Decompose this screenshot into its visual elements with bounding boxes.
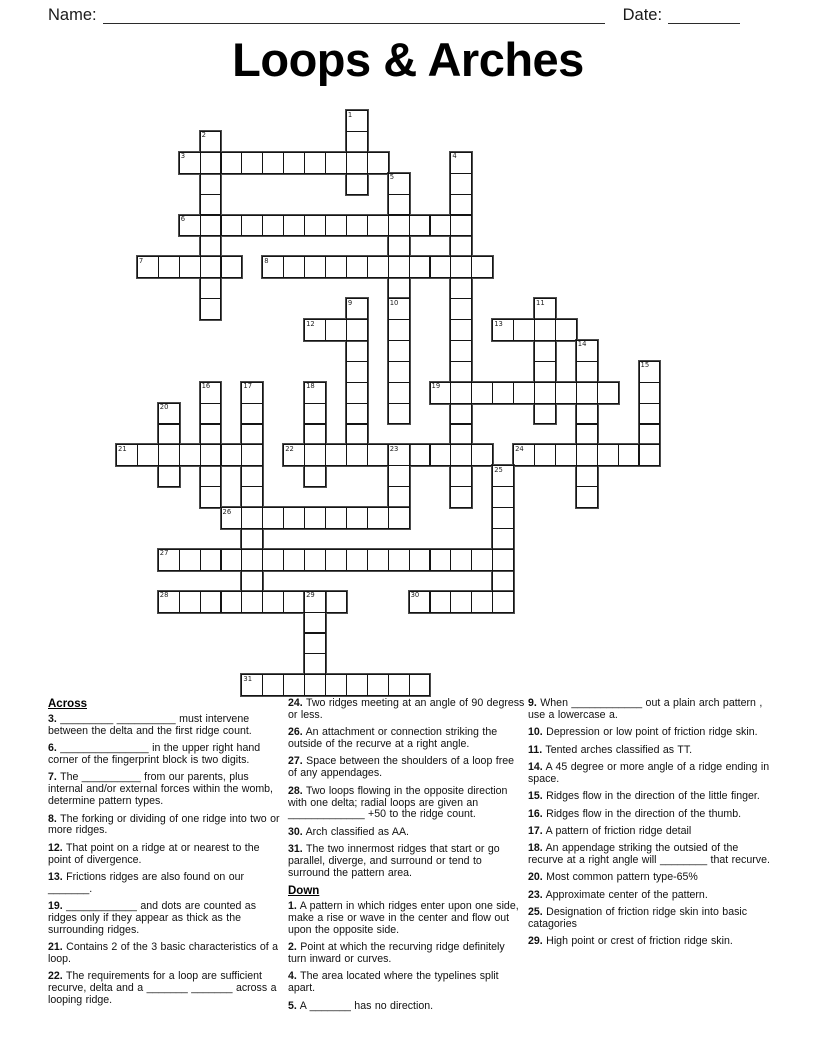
grid-cell — [367, 444, 389, 466]
clue-number: 31. — [288, 843, 303, 856]
grid-cell — [367, 256, 389, 278]
clue-column-down — [528, 698, 774, 954]
grid-cell — [241, 591, 263, 613]
clue-a21: 21. Contains 2 of the 3 basic characteristics of a loop. — [48, 941, 279, 966]
cell-number-4: 4 — [452, 152, 457, 161]
grid-cell — [346, 549, 368, 571]
grid-cell — [597, 382, 619, 404]
grid-cell — [221, 215, 243, 237]
grid-cell — [200, 173, 222, 195]
grid-cell — [200, 235, 222, 257]
grid-cell — [576, 361, 598, 383]
grid-cell — [555, 319, 577, 341]
clue-column-across — [48, 698, 284, 1013]
clue-a27: 27. Space between the shoulders of a loop free of any appendages. — [288, 755, 515, 780]
grid-cell — [450, 403, 472, 425]
cell-number-11: 11 — [536, 298, 545, 307]
clue-number: 20. — [528, 871, 543, 884]
grid-cell — [367, 549, 389, 571]
grid-cell — [388, 361, 410, 383]
cell-number-15: 15 — [640, 361, 650, 370]
grid-cell — [200, 152, 222, 174]
grid-cell — [388, 549, 410, 571]
cell-number-10: 10 — [389, 298, 399, 307]
grid-cell — [241, 549, 263, 571]
cell-number-3: 3 — [180, 152, 186, 161]
grid-cell — [283, 507, 305, 529]
grid-cell — [346, 319, 368, 341]
page-title: Loops & Arches — [232, 33, 584, 86]
clue-a8: 8. The forking or dividing of one ridge into two or more ridges. — [48, 812, 280, 837]
grid-cell — [200, 465, 222, 487]
cell-number-29: 29 — [306, 591, 315, 600]
grid-cell — [388, 674, 410, 696]
clue-number: 15. — [528, 790, 543, 803]
grid-cell — [450, 361, 472, 383]
grid-cell — [304, 152, 326, 174]
clue-number: 17. — [528, 824, 543, 837]
grid-cell — [388, 382, 410, 404]
grid-cell — [241, 570, 263, 592]
grid-cell — [325, 507, 347, 529]
grid-cell — [450, 486, 472, 508]
clue-number: 13. — [48, 870, 63, 883]
cell-number-22: 22 — [285, 444, 294, 453]
grid-cell — [492, 507, 514, 529]
grid-cell — [221, 549, 243, 571]
grid-cell — [283, 152, 305, 174]
grid-cell — [555, 382, 577, 404]
grid-cell — [450, 215, 472, 237]
grid-cell — [325, 674, 347, 696]
grid-cell — [471, 549, 493, 571]
cell-number-8: 8 — [264, 256, 269, 265]
clue-column-middle — [288, 698, 526, 1018]
clue-section-header: Across — [48, 698, 87, 710]
grid-cell — [430, 256, 452, 278]
grid-cell — [576, 465, 598, 487]
grid-cell — [241, 215, 263, 237]
grid-cell — [388, 507, 410, 529]
grid-cell — [325, 444, 347, 466]
grid-cell — [639, 382, 661, 404]
grid-cell — [200, 444, 222, 466]
clue-d18: 18. An appendage striking the outsied of the recurve at a right angle will ________ that recurve. — [528, 842, 770, 867]
grid-cell — [450, 424, 472, 446]
grid-cell — [221, 256, 243, 278]
cell-number-2: 2 — [201, 131, 206, 140]
grid-cell — [241, 507, 263, 529]
cell-number-31: 31 — [243, 674, 253, 683]
cell-number-16: 16 — [201, 382, 211, 391]
clue-number: 8. — [48, 812, 57, 825]
grid-cell — [576, 486, 598, 508]
grid-cell — [450, 340, 472, 362]
grid-cell — [367, 215, 389, 237]
grid-cell — [534, 403, 556, 425]
clue-a12: 12. That point on a ridge at or nearest to the point of divergence. — [48, 841, 260, 866]
grid-cell — [304, 633, 326, 655]
cell-number-5: 5 — [389, 173, 395, 182]
cell-number-23: 23 — [389, 444, 399, 453]
grid-cell — [200, 549, 222, 571]
grid-cell — [450, 256, 472, 278]
grid-cell — [221, 444, 243, 466]
grid-cell — [576, 403, 598, 425]
grid-cell — [325, 215, 347, 237]
grid-cell — [430, 444, 452, 466]
name-label: Name: — [48, 6, 97, 24]
grid-cell — [450, 382, 472, 404]
clue-number: 25. — [528, 906, 543, 919]
cell-number-26: 26 — [222, 507, 232, 516]
grid-cell — [200, 403, 222, 425]
grid-cell — [346, 256, 368, 278]
cell-number-30: 30 — [410, 591, 420, 600]
cell-number-1: 1 — [347, 110, 353, 119]
clue-d5: 5. A _______ has no direction. — [288, 999, 434, 1012]
grid-cell — [388, 340, 410, 362]
grid-cell — [262, 549, 284, 571]
grid-cell — [241, 152, 263, 174]
grid-cell — [221, 591, 243, 613]
grid-cell — [618, 444, 640, 466]
grid-cell — [450, 465, 472, 487]
grid-cell — [388, 403, 410, 425]
grid-cell — [241, 528, 263, 550]
grid-cell — [304, 444, 326, 466]
grid-cell — [388, 465, 410, 487]
grid-cell — [492, 382, 514, 404]
clue-a30: 30. Arch classified as AA. — [288, 825, 409, 838]
grid-cell — [304, 215, 326, 237]
grid-cell — [450, 444, 472, 466]
grid-cell — [471, 382, 493, 404]
cell-number-27: 27 — [159, 549, 169, 558]
grid-cell — [346, 444, 368, 466]
grid-cell — [262, 215, 284, 237]
grid-cell — [346, 674, 368, 696]
clue-d9: 9. When ____________ out a plain arch pattern , use a lowercase a. — [528, 697, 763, 721]
clue-number: 9. — [528, 697, 537, 709]
grid-cell — [241, 444, 263, 466]
grid-cell — [576, 382, 598, 404]
grid-cell — [241, 403, 263, 425]
grid-cell — [450, 549, 472, 571]
grid-cell — [346, 382, 368, 404]
grid-cell — [325, 319, 347, 341]
grid-cell — [283, 215, 305, 237]
clue-number: 27. — [288, 755, 303, 768]
grid-cell — [200, 256, 222, 278]
clue-d4: 4. The area located where the typelines split apart. — [288, 970, 499, 995]
clue-a19: 19. ____________ and dots are counted as ridges only if they appear as thick as the surrounding ridges. — [48, 900, 256, 936]
grid-cell — [388, 235, 410, 257]
clue-number: 11. — [528, 743, 543, 756]
clue-number: 21. — [48, 941, 63, 954]
cell-number-19: 19 — [431, 382, 441, 391]
grid-cell — [241, 486, 263, 508]
clue-number: 7. — [48, 771, 57, 784]
clue-number: 26. — [288, 726, 303, 739]
grid-cell — [555, 444, 577, 466]
cell-number-18: 18 — [306, 382, 315, 391]
clue-number: 3. — [48, 713, 57, 725]
clue-section-header: Down — [288, 885, 320, 898]
grid-cell — [283, 674, 305, 696]
grid-cell — [471, 256, 493, 278]
clue-d1: 1. A pattern in which ridges enter upon one side, make a rise or wave in the center and flow out upon the opposite side. — [288, 900, 519, 936]
cell-number-13: 13 — [494, 319, 503, 328]
grid-cell — [639, 444, 661, 466]
grid-cell — [388, 486, 410, 508]
grid-cell — [450, 173, 472, 195]
clue-number: 22. — [48, 970, 63, 983]
clue-a6: 6. _______________ in the upper right hand corner of the fingerprint block is two digits. — [48, 742, 261, 767]
grid-cell — [492, 570, 514, 592]
clue-d11: 11. Tented arches classified as TT. — [528, 743, 693, 756]
date-label: Date: — [622, 6, 663, 24]
grid-cell — [346, 215, 368, 237]
grid-cell — [513, 319, 535, 341]
grid-cell — [304, 653, 326, 675]
clue-a24: 24. Two ridges meeting at an angle of 90 degress or less. — [288, 697, 525, 721]
grid-cell — [450, 235, 472, 257]
grid-cell — [262, 591, 284, 613]
grid-cell — [430, 549, 452, 571]
grid-cell — [388, 319, 410, 341]
cell-number-28: 28 — [159, 591, 169, 600]
grid-cell — [430, 591, 452, 613]
cell-number-20: 20 — [159, 403, 169, 412]
grid-cell — [450, 298, 472, 320]
grid-cell — [283, 591, 305, 613]
grid-cell — [179, 591, 201, 613]
grid-cell — [304, 549, 326, 571]
grid-cell — [158, 424, 180, 446]
grid-cell — [430, 215, 452, 237]
grid-cell — [534, 444, 556, 466]
grid-cell — [304, 424, 326, 446]
grid-cell — [471, 591, 493, 613]
grid-cell — [471, 444, 493, 466]
grid-cell — [409, 549, 431, 571]
grid-cell — [492, 591, 514, 613]
clue-d15: 15. Ridges flow in the direction of the little finger. — [528, 790, 760, 803]
grid-cell — [388, 256, 410, 278]
grid-cell — [367, 674, 389, 696]
grid-cell — [409, 674, 431, 696]
grid-cell — [283, 256, 305, 278]
grid-cell — [576, 444, 598, 466]
clue-d16: 16. Ridges flow in the direction of the thumb. — [528, 807, 742, 820]
clue-number: 24. — [288, 697, 303, 709]
clue-d14: 14. A 45 degree or more angle of a ridge ending in space. — [528, 760, 770, 785]
clue-number: 30. — [288, 825, 303, 838]
grid-cell — [325, 549, 347, 571]
grid-cell — [388, 215, 410, 237]
clue-number: 28. — [288, 784, 303, 797]
cell-number-9: 9 — [347, 298, 353, 307]
clue-a28: 28. Two loops flowing in the opposite direction with one delta; radial loops are given an _____________ +50 to the ridge count. — [288, 784, 508, 821]
clue-number: 12. — [48, 841, 63, 854]
grid-cell — [450, 319, 472, 341]
grid-cell — [346, 173, 368, 195]
grid-cell — [367, 507, 389, 529]
grid-cell — [576, 424, 598, 446]
grid-cell — [346, 403, 368, 425]
clue-number: 18. — [528, 842, 543, 855]
cell-number-25: 25 — [494, 465, 503, 474]
grid-cell — [304, 612, 326, 634]
grid-cell — [241, 465, 263, 487]
grid-cell — [534, 319, 556, 341]
cell-number-14: 14 — [577, 340, 587, 349]
clue-a3: 3. _________ __________ must intervene between the delta and the first ridge count. — [48, 713, 252, 737]
cell-number-7: 7 — [138, 256, 144, 265]
grid-cell — [304, 507, 326, 529]
grid-cell — [409, 444, 431, 466]
grid-cell — [200, 591, 222, 613]
grid-cell — [200, 194, 222, 216]
grid-cell — [409, 215, 431, 237]
grid-cell — [534, 382, 556, 404]
grid-cell — [158, 465, 180, 487]
clue-d23: 23. Approximate center of the pattern. — [528, 888, 708, 901]
grid-cell — [639, 403, 661, 425]
cell-number-24: 24 — [515, 444, 524, 453]
grid-cell — [450, 277, 472, 299]
clue-number: 6. — [48, 742, 57, 755]
grid-cell — [304, 403, 326, 425]
clue-d29: 29. High point or crest of friction ridge skin. — [528, 935, 733, 948]
grid-cell — [200, 277, 222, 299]
clue-a31: 31. The two innermost ridges that start or go parallel, diverge, and surround or tend to surround the pattern area. — [288, 843, 500, 879]
clue-number: 29. — [528, 935, 543, 948]
clue-d20: 20. Most common pattern type-65% — [528, 871, 698, 884]
grid-cell — [367, 152, 389, 174]
grid-cell — [534, 361, 556, 383]
grid-cell — [179, 444, 201, 466]
grid-cell — [534, 340, 556, 362]
grid-cell — [262, 674, 284, 696]
clue-number: 2. — [288, 941, 297, 954]
grid-cell — [200, 424, 222, 446]
clue-number: 16. — [528, 807, 543, 820]
grid-cell — [304, 674, 326, 696]
grid-cell — [158, 444, 180, 466]
cell-number-6: 6 — [180, 215, 186, 223]
grid-cell — [346, 152, 368, 174]
grid-cell — [346, 131, 368, 153]
grid-cell — [450, 194, 472, 216]
clue-d17: 17. A pattern of friction ridge detail — [528, 824, 692, 837]
grid-cell — [346, 507, 368, 529]
cell-number-12: 12 — [306, 319, 315, 328]
clue-number: 23. — [528, 888, 543, 901]
grid-cell — [597, 444, 619, 466]
grid-cell — [200, 298, 222, 320]
grid-cell — [346, 424, 368, 446]
clue-a13: 13. Frictions ridges are also found on our _______. — [48, 870, 245, 895]
clue-d2: 2. Point at which the recurving ridge definitely turn inward or curves. — [288, 941, 505, 966]
clue-number: 14. — [528, 760, 543, 773]
grid-cell — [304, 465, 326, 487]
grid-cell — [409, 256, 431, 278]
grid-cell — [262, 152, 284, 174]
grid-cell — [200, 215, 222, 237]
grid-cell — [304, 256, 326, 278]
clue-number: 4. — [288, 970, 297, 983]
grid-cell — [346, 340, 368, 362]
clue-number: 5. — [288, 999, 297, 1012]
grid-cell — [492, 528, 514, 550]
cell-number-21: 21 — [118, 444, 127, 453]
grid-cell — [450, 591, 472, 613]
grid-cell — [221, 152, 243, 174]
clue-a26: 26. An attachment or connection striking the outside of the recurve at a right angle. — [288, 726, 498, 751]
grid-cell — [639, 424, 661, 446]
cell-number-17: 17 — [243, 382, 253, 391]
clue-number: 19. — [48, 900, 63, 913]
clue-a7: 7. The __________ from our parents, plus internal and/or external forces within the womb, determine pattern types. — [48, 771, 273, 808]
clue-d25: 25. Designation of friction ridge skin into basic catagories — [528, 906, 748, 931]
grid-cell — [283, 549, 305, 571]
grid-cell — [388, 194, 410, 216]
grid-cell — [179, 549, 201, 571]
grid-cell — [158, 256, 180, 278]
grid-cell — [388, 277, 410, 299]
grid-cell — [325, 152, 347, 174]
grid-cell — [492, 549, 514, 571]
clue-d10: 10. Depression or low point of friction ridge skin. — [528, 726, 758, 739]
clue-number: 1. — [288, 900, 297, 913]
grid-cell — [241, 424, 263, 446]
grid-cell — [325, 256, 347, 278]
grid-cell — [179, 256, 201, 278]
clue-a22: 22. The requirements for a loop are sufficient recurve, delta and a _______ _______ across a looping ridge. — [48, 970, 277, 1007]
clue-number: 10. — [528, 726, 543, 739]
grid-cell — [492, 486, 514, 508]
grid-cell — [325, 591, 347, 613]
grid-cell — [513, 382, 535, 404]
grid-cell — [137, 444, 159, 466]
grid-cell — [346, 361, 368, 383]
grid-cell — [262, 507, 284, 529]
grid-cell — [200, 486, 222, 508]
